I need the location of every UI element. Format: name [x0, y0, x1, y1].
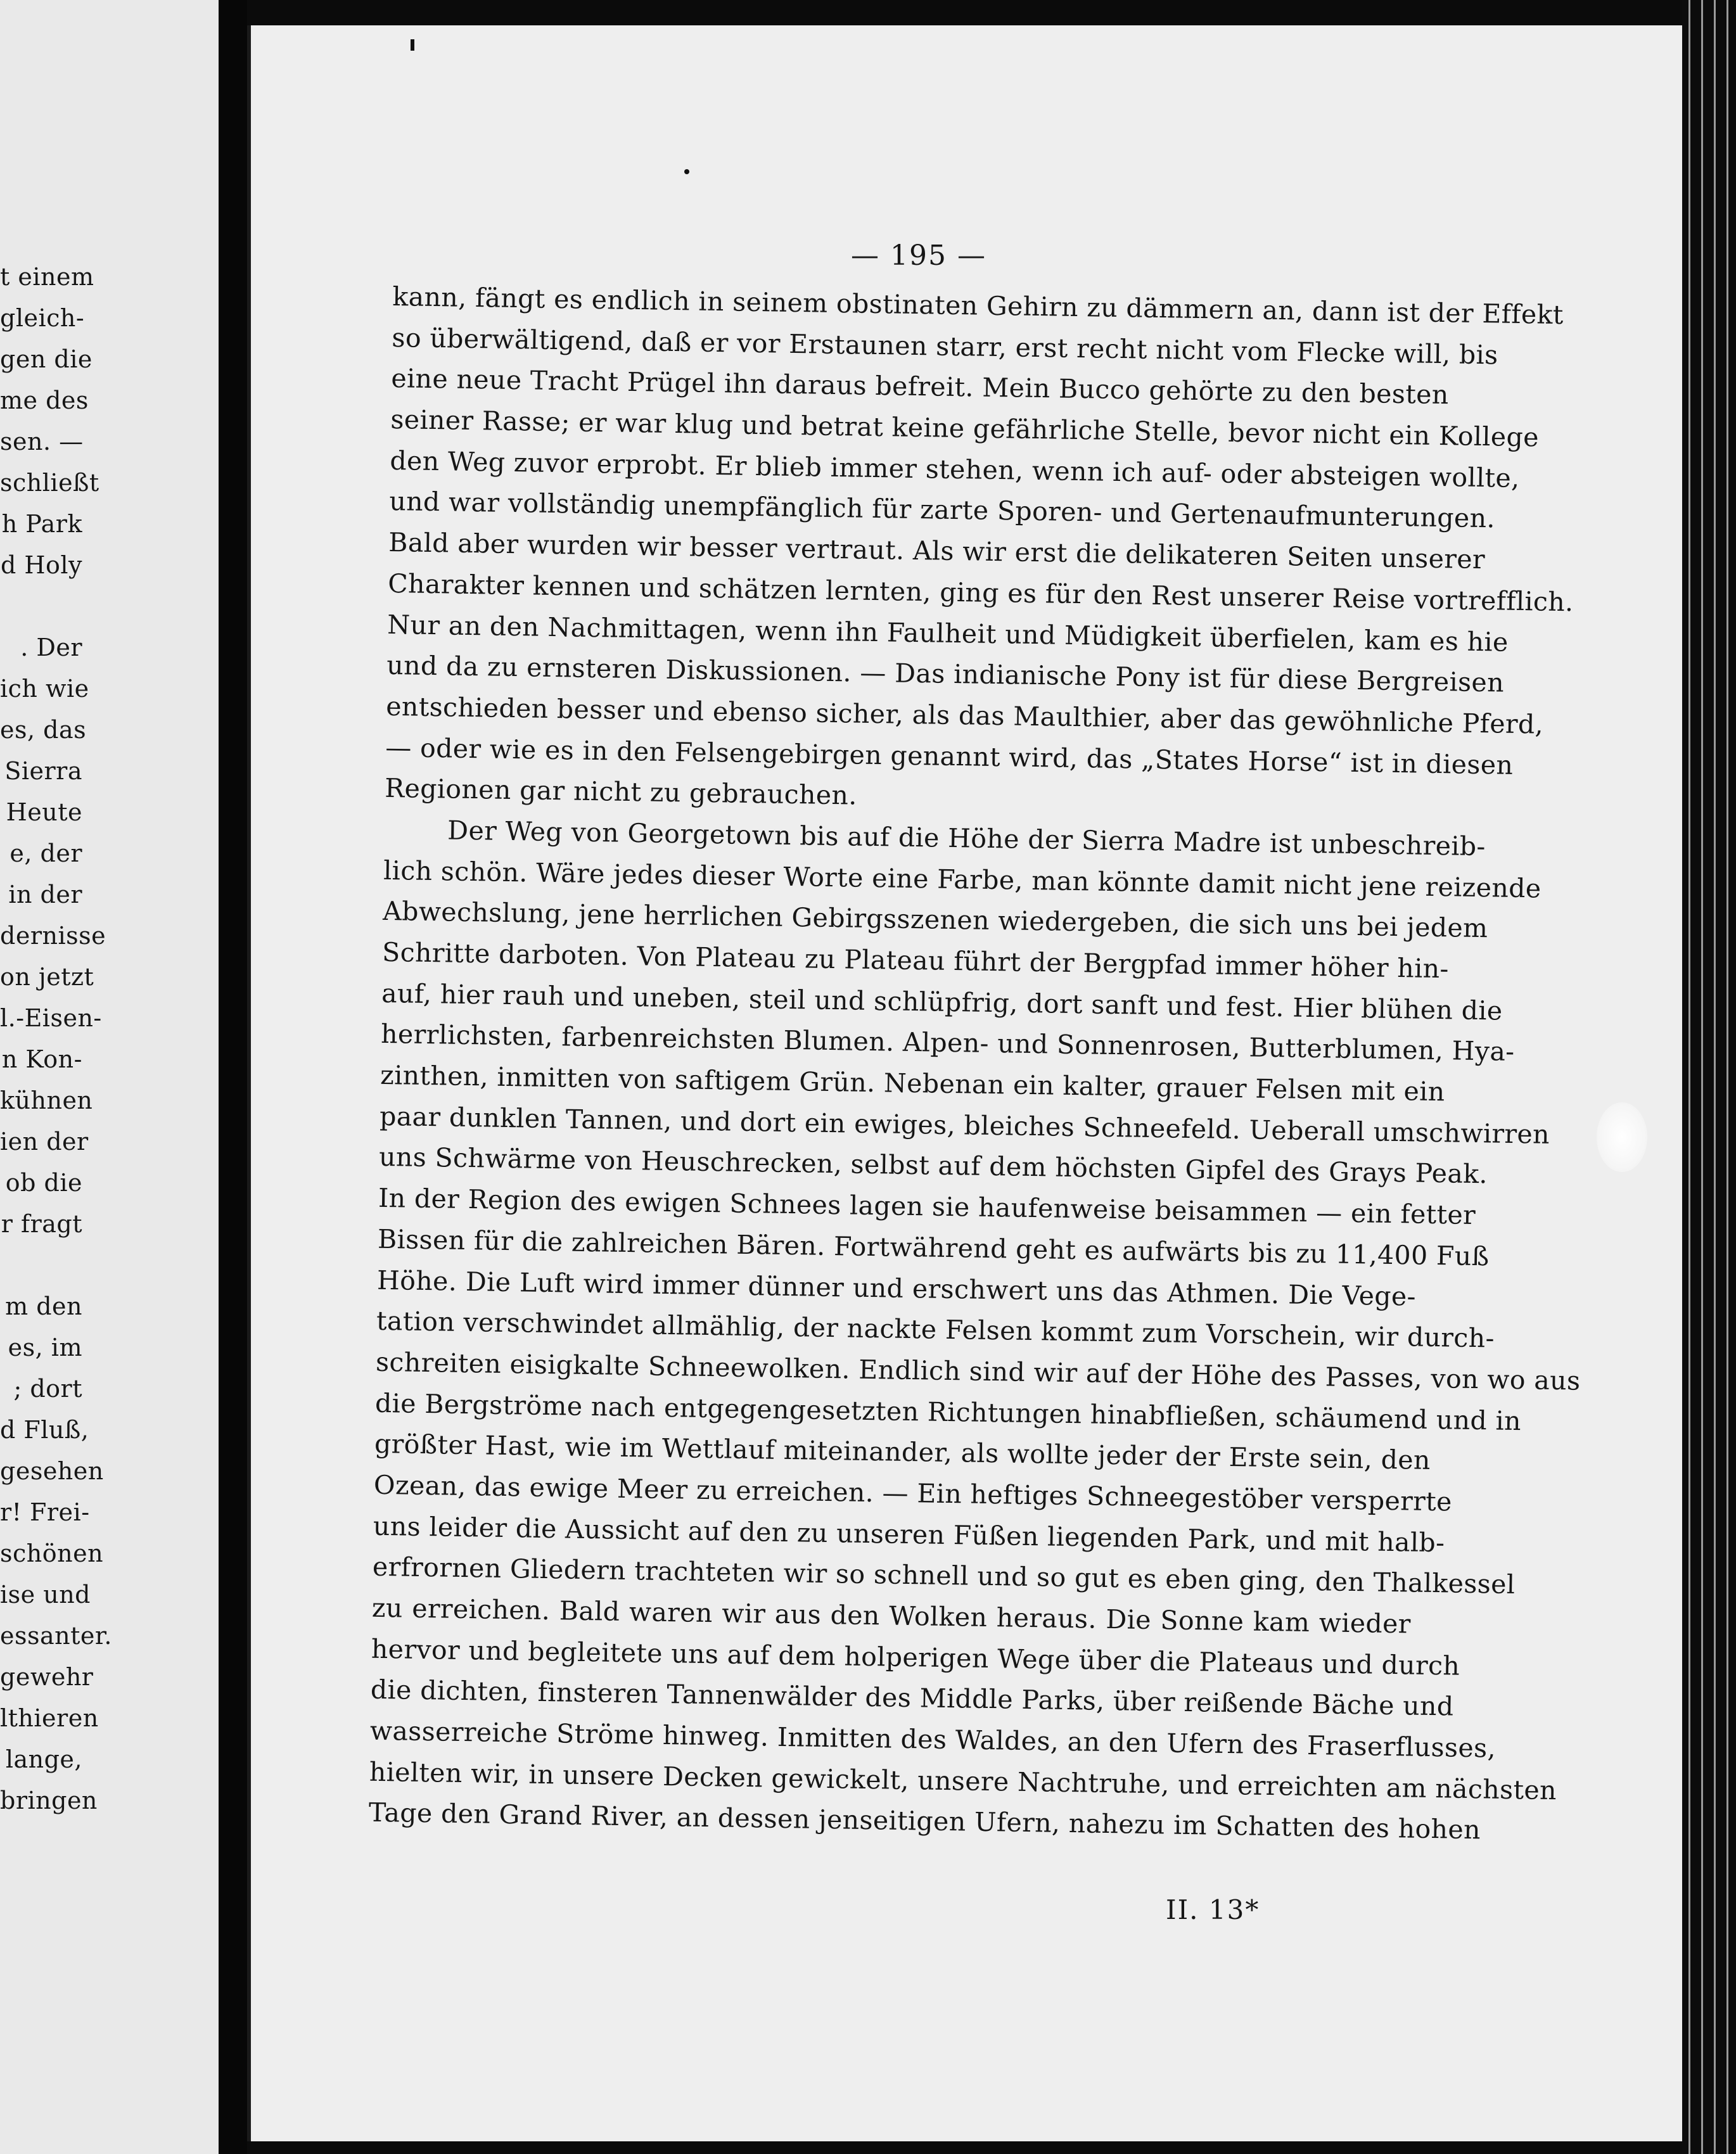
text-line: hielten wir, in unsere Decken gewickelt, unsere Nachtruhe, und erreichten am nächsten [369, 1756, 1557, 1806]
left-page-line: lange, [5, 1745, 82, 1773]
left-page-line [0, 586, 219, 627]
text-line: die dichten, finsteren Tannenwälder des Middle Parks, über reißende Bäche und [370, 1674, 1454, 1722]
left-page-line: Heute [6, 798, 82, 826]
text-line: Schritte darboten. Von Plateau zu Plateau führt der Bergpfad immer höher hin- [381, 936, 1450, 985]
text-line: den Weg zuvor erprobt. Er blieb immer stehen, wenn ich auf- oder absteigen wollte, [390, 445, 1520, 494]
left-facing-page [0, 0, 219, 2154]
left-page-line: Sierra [4, 757, 82, 785]
left-page-line: gesehen [0, 1457, 104, 1485]
left-page-line: on jetzt [0, 963, 94, 991]
text-line: zu erreichen. Bald waren wir aus den Wolken heraus. Die Sonne kam wieder [371, 1592, 1412, 1640]
left-page-line: ob die [5, 1169, 82, 1197]
left-page-line: me des [0, 386, 89, 414]
text-line: schreiten eisigkalte Schneewolken. Endlich sind wir auf der Höhe des Passes, von wo aus [375, 1346, 1581, 1396]
text-line: uns Schwärme von Heuschrecken, selbst auf dem höchsten Gipfel des Grays Peak. [378, 1142, 1488, 1190]
left-page-line: ; dort [13, 1375, 82, 1403]
left-page-line: d Holy [0, 551, 82, 579]
text-line: seiner Rasse; er war klug und betrat keine gefährliche Stelle, bevor nicht ein Kollege [390, 404, 1540, 453]
text-line: Tage den Grand River, an dessen jenseitigen Ufern, nahezu im Schatten des hohen [368, 1797, 1481, 1845]
text-line: auf, hier rauh und uneben, steil und schlüpfrig, dort sanft und fest. Hier blühen die [381, 978, 1503, 1026]
left-page-line: kühnen [0, 1087, 93, 1114]
page-edges [1682, 0, 1736, 2154]
sheet-signature: II. 13* [1166, 1894, 1260, 1925]
text-line: — oder wie es in den Felsengebirgen genannt wird, das „States Horse“ ist in diesen [385, 732, 1514, 781]
text-line: größter Hast, wie im Wettlauf miteinander, als wollte jeder der Erste sein, den [374, 1429, 1431, 1476]
text-line: Bissen für die zahlreichen Bären. Fortwährend geht es aufwärts bis zu 11,400 Fuß [377, 1223, 1490, 1272]
left-page-text [0, 257, 219, 1821]
left-page-line: n Kon- [1, 1045, 82, 1073]
left-page-line: e, der [10, 839, 82, 867]
left-page-line: gewehr [0, 1663, 94, 1691]
left-page-line: t einem [0, 263, 94, 291]
left-page-line: ich wie [0, 675, 89, 703]
left-page-line: essanter. [0, 1622, 112, 1650]
left-page-line: sen. — [0, 428, 84, 456]
text-line: In der Region des ewigen Schnees lagen sie haufenweise beisammen — ein fetter [378, 1182, 1476, 1231]
text-line: Bald aber wurden wir besser vertraut. Als wir erst die delikateren Seiten unserer [388, 527, 1486, 575]
left-page-line: schönen [0, 1539, 104, 1567]
text-line: erfrornen Gliedern trachteten wir so schnell und so gut es eben ging, den Thalkessel [372, 1552, 1516, 1600]
left-page-line: gleich- [0, 304, 85, 332]
left-page-line: . Der [20, 634, 82, 661]
page-number: — 195 — [851, 239, 986, 272]
scan-mark [411, 39, 414, 51]
left-page-line: d Fluß, [0, 1416, 89, 1444]
text-line: Ozean, das ewige Meer zu erreichen. — Ein heftiges Schneegestöber versperrte [373, 1469, 1453, 1517]
left-page-line [0, 1245, 219, 1286]
text-line: Regionen gar nicht zu gebrauchen. [384, 773, 858, 811]
text-line: uns leider die Aussicht auf den zu unseren Füßen liegenden Park, und mit halb- [373, 1510, 1445, 1558]
text-line: und da zu ernsteren Diskussionen. — Das indianische Pony ist für diese Bergreisen [386, 650, 1505, 698]
left-page-line: dernisse [0, 922, 106, 950]
text-line: und war vollständig unempfänglich für zarte Sporen- und Gertenaufmunterungen. [389, 486, 1496, 534]
book-gutter [219, 0, 247, 2154]
text-line: kann, fängt es endlich in seinem obstinaten Gehirn zu dämmern an, dann ist der Effekt [392, 281, 1564, 331]
left-page-line: lthieren [0, 1704, 99, 1732]
left-page-line: l.-Eisen- [0, 1004, 102, 1032]
left-page-line: es, das [0, 716, 87, 744]
left-page-line: schließt [0, 469, 99, 497]
left-page-line: es, im [8, 1334, 82, 1361]
text-line: paar dunklen Tannen, und dort ein ewiges, bleiches Schneefeld. Ueberall umschwirren [379, 1100, 1550, 1150]
left-page-line: bringen [0, 1787, 98, 1814]
text-line: wasserreiche Ströme hinweg. Inmitten des Waldes, an den Ufern des Fraserflusses, [369, 1715, 1497, 1764]
text-line: die Bergströme nach entgegengesetzten Richtungen hinabfließen, schäumend und in [374, 1387, 1522, 1436]
text-line: Nur an den Nachmittagen, wenn ihn Faulheit und Müdigkeit überfielen, kam es hie [386, 609, 1509, 658]
left-page-line: r! Frei- [0, 1498, 90, 1526]
body-text [368, 276, 1581, 1850]
left-page-line: h Park [1, 510, 82, 538]
left-page-line: gen die [0, 345, 93, 373]
text-line: Höhe. Die Luft wird immer dünner und erschwert uns das Athmen. Die Vege- [376, 1265, 1417, 1312]
text-line: herrlichsten, farbenreichsten Blumen. Alpen- und Sonnenrosen, Butterblumen, Hya- [380, 1019, 1515, 1067]
left-page-line: m den [5, 1292, 82, 1320]
text-line: so überwältigend, daß er vor Erstaunen starr, erst recht nicht vom Flecke will, bis [392, 322, 1498, 371]
left-page-line: ien der [0, 1128, 89, 1156]
text-line: lich schön. Wäre jedes dieser Worte eine Farbe, man könnte damit nicht jene reizende [383, 855, 1541, 904]
text-line: Charakter kennen und schätzen lernten, ging es für den Rest unserer Reise vortrefflich. [388, 568, 1574, 618]
text-line: entschieden besser und ebenso sicher, als das Maulthier, aber das gewöhnliche Pferd, [385, 691, 1544, 740]
text-line: Abwechslung, jene herrlichen Gebirgsszenen wiedergeben, die sich uns bei jedem [382, 896, 1488, 944]
text-line: hervor und begleitete uns auf dem holperigen Wege über die Plateaus und durch [371, 1633, 1460, 1681]
left-page-line: ise und [0, 1581, 91, 1609]
paper-stain [1597, 1102, 1647, 1172]
text-line: eine neue Tracht Prügel ihn daraus befreit. Mein Bucco gehörte zu den besten [391, 363, 1449, 411]
left-page-line: r fragt [1, 1210, 82, 1238]
ink-speck [684, 169, 689, 174]
text-line: tation verschwindet allmählig, der nackte Felsen kommt zum Vorschein, wir durch- [376, 1305, 1495, 1354]
text-line: zinthen, inmitten von saftigem Grün. Nebenan ein kalter, grauer Felsen mit ein [380, 1059, 1445, 1107]
text-line: Der Weg von Georgetown bis auf die Höhe der Sierra Madre ist unbeschreib- [447, 815, 1486, 862]
left-page-line: in der [8, 881, 82, 908]
